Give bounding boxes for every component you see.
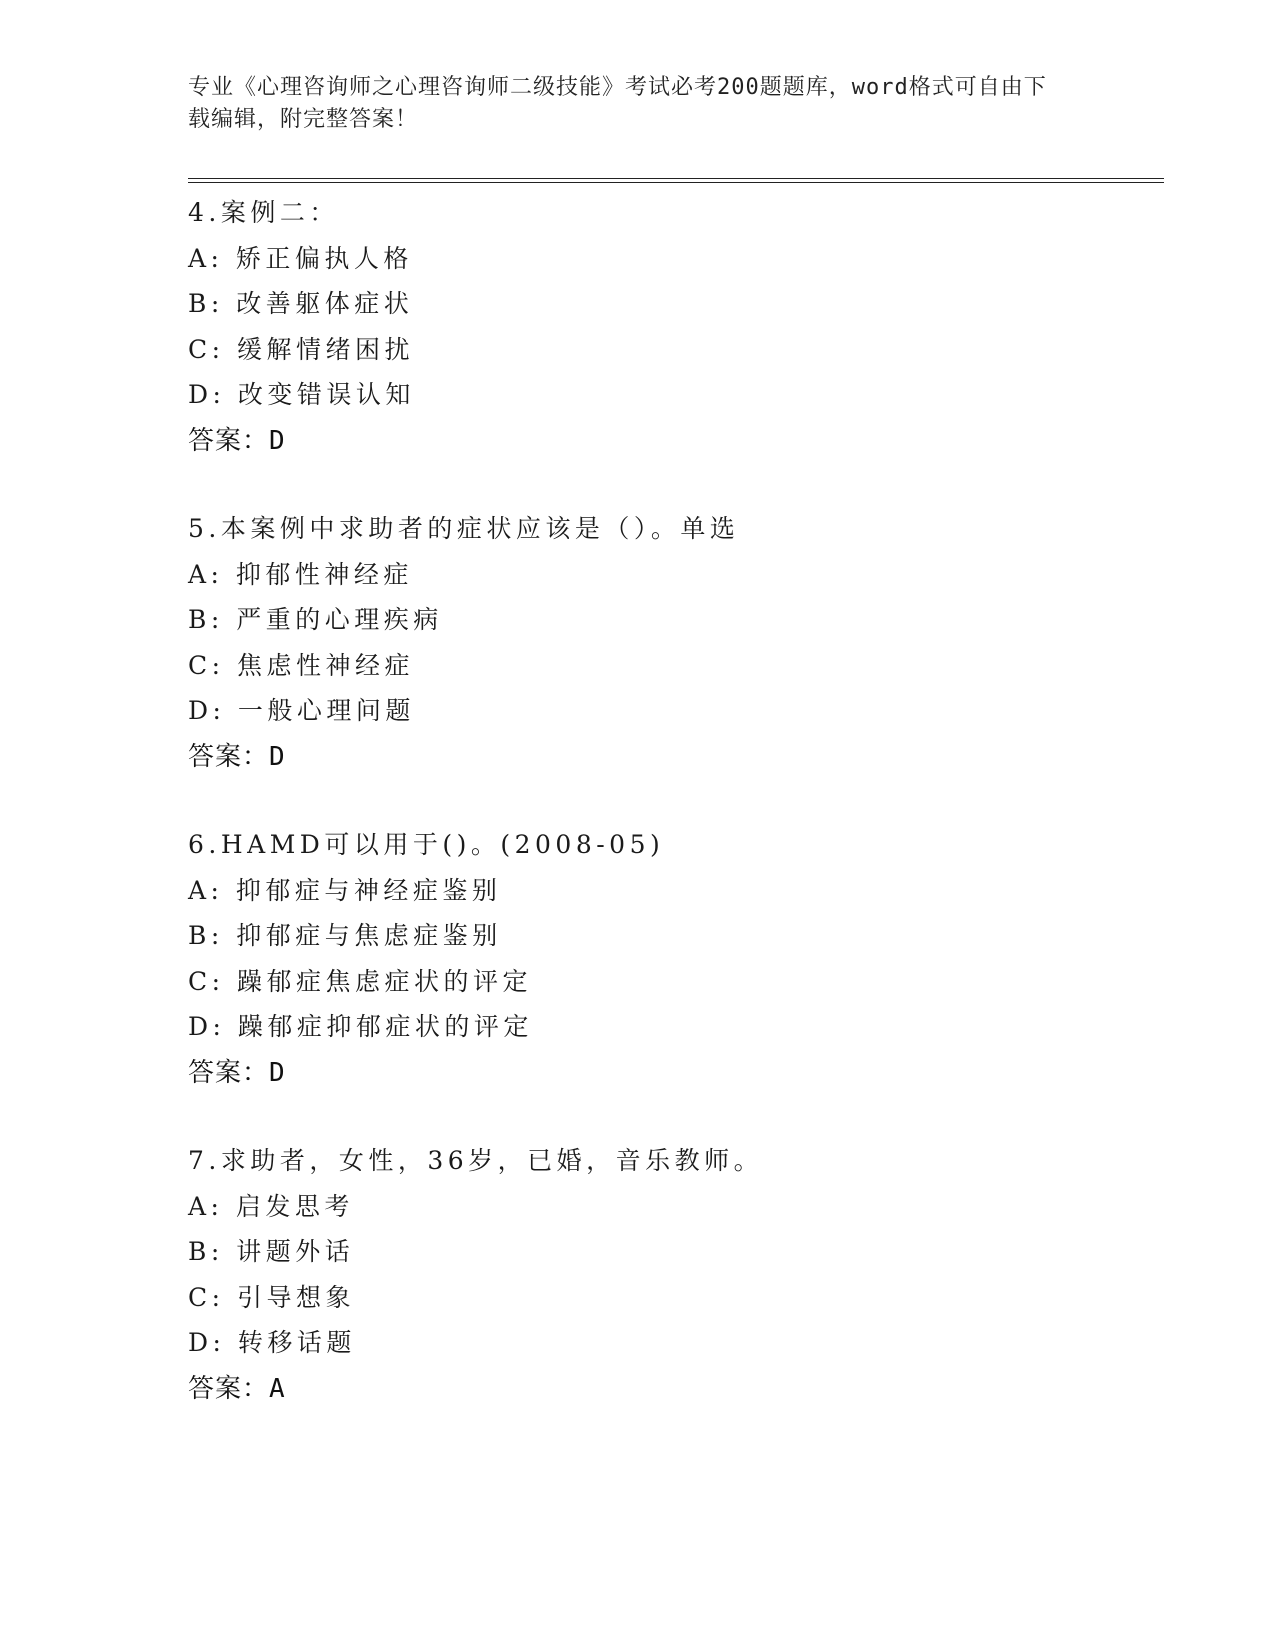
question-stem: 5.本案例中求助者的症状应该是（）。单选 [188, 513, 740, 543]
answer-label: 答案：D [188, 425, 286, 456]
option-a: A: 矫正偏执人格 [188, 243, 413, 273]
question-stem: 4.案例二： [188, 198, 339, 227]
question-6 [188, 822, 1168, 1096]
option-c: C: 躁郁症焦虑症状的评定 [188, 966, 532, 996]
option-a: A: 启发思考 [188, 1191, 354, 1221]
question-list [188, 190, 1168, 1454]
answer-label: 答案：A [188, 1373, 286, 1404]
document-header: 专业《心理咨询师之心理咨询师二级技能》考试必考200题题库，word格式可自由下载编辑，附完整答案！ [188, 75, 1047, 132]
option-b: B: 改善躯体症状 [188, 289, 414, 319]
answer-label: 答案：D [188, 1057, 286, 1088]
question-7 [188, 1138, 1168, 1412]
option-c: C: 缓解情绪困扰 [188, 334, 414, 364]
option-c: C: 引导想象 [188, 1282, 355, 1312]
question-stem: 6.HAMD可以用于()。(2008-05) [188, 829, 665, 859]
answer-label: 答案：D [188, 741, 286, 772]
option-b: B: 抑郁症与焦虑症鉴别 [188, 921, 502, 951]
option-b: B: 讲题外话 [188, 1237, 355, 1267]
question-5 [188, 506, 1168, 780]
question-stem: 7.求助者，女性，36岁，已婚，音乐教师。 [188, 1145, 764, 1175]
option-d: D: 躁郁症抑郁症状的评定 [188, 1012, 533, 1042]
option-c: C: 焦虑性神经症 [188, 650, 414, 680]
option-b: B: 严重的心理疾病 [188, 605, 443, 635]
option-a: A: 抑郁症与神经症鉴别 [188, 875, 502, 905]
option-d: D: 一般心理问题 [188, 696, 415, 726]
option-a: A: 抑郁性神经症 [188, 559, 413, 589]
option-d: D: 改变错误认知 [188, 380, 415, 410]
header-divider [188, 178, 1164, 183]
option-d: D: 转移话题 [188, 1328, 356, 1358]
question-4 [188, 190, 1168, 464]
